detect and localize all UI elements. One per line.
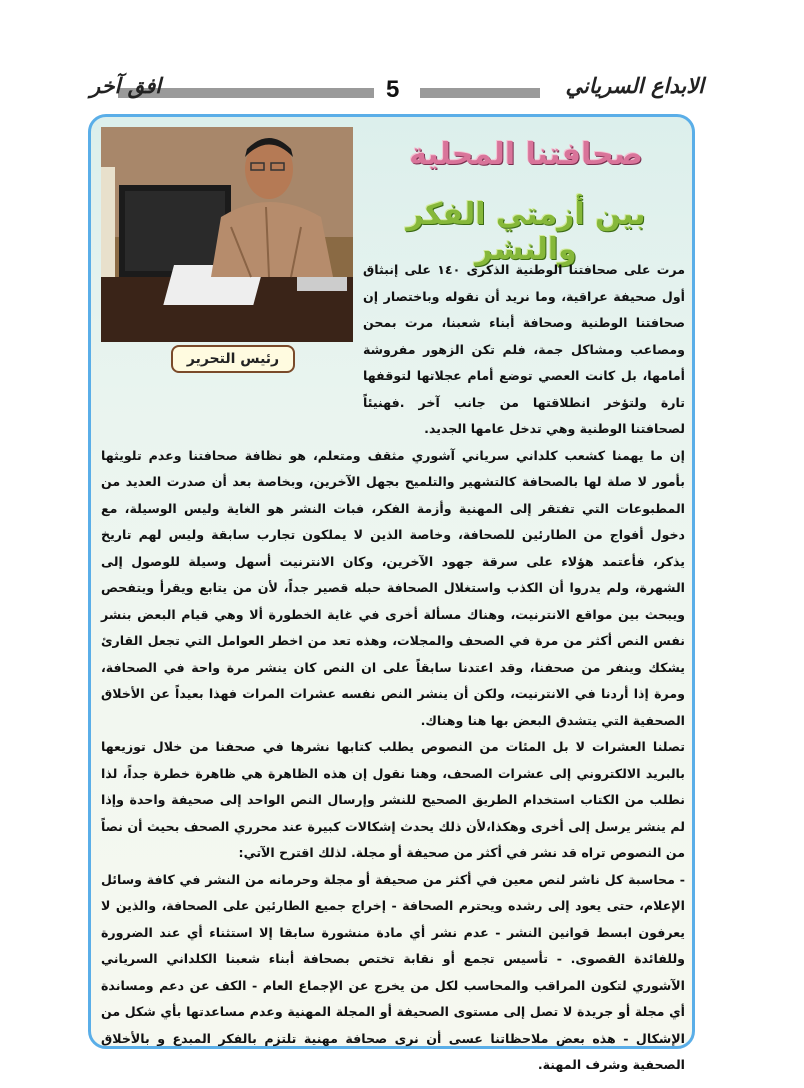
magazine-title: الابداع السرياني <box>565 74 704 98</box>
paragraph: إن ما يهمنا كشعب كلداني سرياني آشوري مثقف ومتعلم، هو نظافة صحافتنا وعدم تلويثها بأمور لا صلة لها بالصحافة كالتشهير والتلميح بجهل الآخرين، وبخاصة بعد أن صدرت العديد من المطبوعات التي تفتقر إلى المهنية وأزمة الفكر، فبات النشر هو الغاية وليس الوسيلة، مع دخول أفواج من الطارئين للصحافة، وخاصة الذين لا يملكون تجارب سابقة وليس لهم تاريخ يذكر، فأعتمد هؤلاء على سرقة جهود الآخرين، وكان الانترنيت أسهل وسيلة للوصول إلى الشهرة، ولم يدروا أن الكذب واستغلال الصحافة حبله قصير جداً، لأن من يتابع ويقرأ ويتفحص ويبحث بين مواقع الانترنيت، وهناك مسألة أخرى في غاية الخطورة ألا وهي قيام البعض بنشر نفس النص أكثر من مرة في الصحف والمجلات، وهذه تعد من اخطر العوامل التي تجعل القارئ يشكك وينفر من صحفنا، وقد اعتدنا سابقاً على ان النص كان ينشر مرة واحة في الصحافة، ومرة إذا أردنا في الانترنيت، ولكن أن ينشر النص نفسه عشرات المرات فهذا بعيداً عن الأخلاق الصحفية التي يتشدق البعض بها هنا وهناك. <box>101 447 685 728</box>
article-title: صحافتنا المحلية <box>409 137 643 172</box>
paragraph: - محاسبة كل ناشر لنص معين في أكثر من صحيفة أو مجلة وحرمانه من النشر في كافة وسائل الإعلام، حتى يعود إلى رشده ويحترم الصحافة - إخراج جميع الطارئين على الصحافة، والذين لا يعرفون ابسط قوانين النشر - عدم نشر أي مادة منشورة سابقا إلا استثناء أي عند الضرورة وللفائدة القصوى. - تأسيس تجمع أو نقابة تختص بصحافة أبناء شعبنا الكلداني السرياني الآشوري لتكون المراقب والمحاسب لكل من يخرج عن الإجماع العام - الكف عن دعم ومساندة أي مجلة أو جريدة لا تصل إلى مستوى الصحيفة أو المجلة المهنية وعدم مساعدتها بأي شكل من الإشكال - هذه بعض ملاحظاتنا عسى أن نرى صحافة مهنية تلتزم بالفكر المبدع و بالأخلاق الصحفية وشرف المهنة. <box>101 871 685 1072</box>
photo-caption: رئيس التحرير <box>171 345 295 373</box>
page-number: 5 <box>386 76 400 103</box>
article-subtitle: بين أزمتي الفكر والنشر <box>406 197 646 267</box>
paragraph: تصلنا العشرات لا بل المئات من النصوص يطلب كتابها نشرها في صحفنا من خلال توزيعها بالبريد الالكتروني إلى عشرات الصحف، وهنا نقول إن هذه الظاهرة هي ظاهرة خطرة جداً، لذا نطلب من الكتاب استخدام الطريق الصحيح للنشر وإرسال النص الواحد إلى صحيفة واحدة وإذا لم ينشر يرسل إلى أخرى وهكذا،لأن ذلك يحدث إشكالات كبيرة عند محرري الصحف بحيث أن نصاً من النصوص تراه قد نشر في أكثر من صحيفة أو مجلة. لذلك اقترح الآتي: <box>101 739 685 860</box>
article-frame <box>88 114 695 1072</box>
article-body <box>101 257 685 1079</box>
page-header <box>0 74 804 114</box>
section-title: افق آخر <box>90 74 162 98</box>
paragraph: مرت على صحافتنا الوطنية الذكرى ١٤٠ على إنبثاق أول صحيفة عراقية، وما نريد أن نقوله وباختصار إن صحافتنا الوطنية وصحافة أبناء شعبنا، مرت بمحن ومصاعب ومشاكل جمة، فلم تكن الزهور مفروشة أمامها، بل كانت العصي توضع أمام عجلاتها لتوقفها تارة ولتؤخر انطلاقتها من جانب آخر .فهنيئاً لصحافتنا الوطنية وهي تدخل عامها الجديد. <box>363 262 685 436</box>
header-bar-right <box>420 88 540 98</box>
